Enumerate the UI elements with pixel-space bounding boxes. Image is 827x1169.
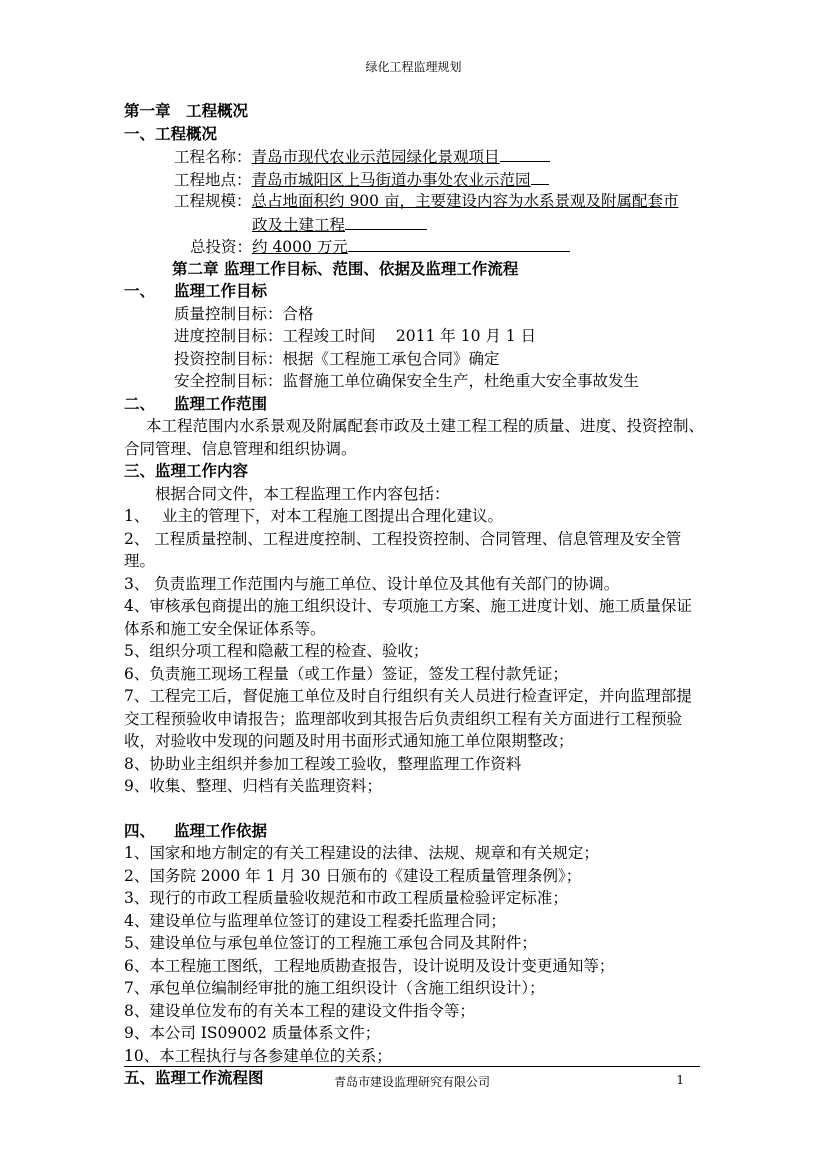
page-header: 绿化工程监理规划 xyxy=(365,60,462,74)
basis-item: 8、建设单位发布的有关本工程的建设文件指令等； xyxy=(124,1001,475,1020)
section-goals-heading xyxy=(124,280,704,303)
content-item: 6、负责施工现场工程量（或工作量）签证，签发工程付款凭证； xyxy=(124,664,568,683)
content-item: 4、审核承包商提出的施工组织设计、专项施工方案、施工进度计划、施工质量保证体系和施工安全保证体系等。 xyxy=(124,597,692,638)
footer-divider xyxy=(124,1066,700,1067)
section-basis-num: 四、 xyxy=(124,820,156,840)
section-project-overview: 一、工程概况 xyxy=(124,123,218,143)
content-item: 8、协助业主组织并参加工程竣工验收，整理监理工作资料 xyxy=(124,754,522,773)
content-item: 5、组织分项工程和隐蔽工程的检查、验收； xyxy=(124,642,429,660)
project-location-value: 青岛市城阳区上马街道办事处农业示范园 xyxy=(251,170,531,189)
basis-item: 1、国家和地方制定的有关工程建设的法律、法规、规章和有关规定； xyxy=(124,844,599,862)
content-item: 9、收集、整理、归档有关监理资料； xyxy=(124,777,382,795)
project-scale-label: 工程规模： xyxy=(174,192,252,210)
investment-row xyxy=(124,235,704,258)
project-name-row xyxy=(124,145,704,168)
section-scope-title: 监理工作范围 xyxy=(174,393,268,413)
project-location-row xyxy=(124,168,704,191)
basis-item: 7、承包单位编制经审批的施工组织设计（含施工组织设计）； xyxy=(124,979,545,997)
basis-item: 5、建设单位与承包单位签订的工程施工承包合同及其附件； xyxy=(124,934,537,952)
goal-item: 投资控制目标：根据《工程施工承包合同》确定 xyxy=(174,349,500,368)
basis-item: 3、现行的市政工程质量验收规范和市政工程质量检验评定标准； xyxy=(124,889,568,907)
content-intro: 根据合同文件，本工程监理工作内容包括： xyxy=(155,484,450,503)
page-number: 1 xyxy=(676,1073,684,1087)
section-basis-heading xyxy=(124,820,704,843)
goal-item: 安全控制目标：监督施工单位确保安全生产，杜绝重大安全事故发生 xyxy=(174,372,640,390)
project-name-label: 工程名称： xyxy=(174,148,252,166)
basis-item: 4、建设单位与监理单位签订的建设工程委托监理合同； xyxy=(124,911,506,930)
content-item: 7、工程完工后，督促施工单位及时自行组织有关人员进行检查评定，并向监理部提交工程预验收申请报告；监理部收到其报告后负责组织工程有关方面进行工程预验收，对验收中发现的问题及时用书面形式通知施工单位限期整改； xyxy=(124,687,692,750)
investment-value: 约 4000 万元 xyxy=(252,238,348,256)
chapter-1-title: 第一章 工程概况 xyxy=(124,101,249,120)
footer-company: 青岛市建设监理研究有限公司 xyxy=(333,1075,490,1089)
project-scale-row xyxy=(124,190,704,213)
basis-item: 2、国务院 2000 年 1 月 30 日颁布的《建设工程质量管理条例》； xyxy=(124,866,582,885)
content-item: 1、 业主的管理下，对本工程施工图提出合理化建议。 xyxy=(124,507,504,525)
content-item: 2、 工程质量控制、工程进度控制、工程投资控制、合同管理、信息管理及安全管理。 xyxy=(124,529,682,570)
document-body xyxy=(124,100,704,1090)
project-scale-value-1: 总占地面积约 900 亩，主要建设内容为水系景观及附属配套市 xyxy=(251,192,679,210)
goal-item: 进度控制目标：工程竣工时间 2011 年 10 月 1 日 xyxy=(174,327,537,345)
basis-item: 9、本公司 IS09002 质量体系文件； xyxy=(124,1024,381,1042)
section-flowchart-heading: 五、监理工作流程图 xyxy=(124,1068,264,1087)
goal-item: 质量控制目标：合格 xyxy=(174,304,314,323)
section-basis-title: 监理工作依据 xyxy=(174,820,268,840)
project-scale-value-2: 政及土建工程 xyxy=(252,215,346,234)
section-content-heading: 三、监理工作内容 xyxy=(124,461,249,480)
content-item: 3、 负责监理工作范围内与施工单位、设计单位及其他有关部门的协调。 xyxy=(124,574,620,593)
investment-label: 总投资： xyxy=(190,238,253,256)
basis-item: 6、本工程施工图纸，工程地质勘查报告，设计说明及设计变更通知等； xyxy=(124,956,615,975)
scope-paragraph: 本工程范围内水系景观及附属配套市政及土建工程工程的质量、进度、投资控制、合同管理、信息管理和组织协调。 xyxy=(124,417,705,458)
project-scale-row-cont xyxy=(124,213,704,236)
basis-item: 10、本工程执行与各参建单位的关系； xyxy=(124,1046,392,1065)
section-goals-title: 监理工作目标 xyxy=(174,281,268,300)
section-goals-num: 一、 xyxy=(124,281,156,300)
project-location-label: 工程地点： xyxy=(174,170,252,189)
chapter-2-title: 第二章 监理工作目标、范围、依据及监理工作流程 xyxy=(172,258,519,278)
section-scope-heading xyxy=(124,393,704,416)
project-name-value: 青岛市现代农业示范园绿化景观项目 xyxy=(251,148,500,166)
section-scope-num: 二、 xyxy=(124,393,156,413)
